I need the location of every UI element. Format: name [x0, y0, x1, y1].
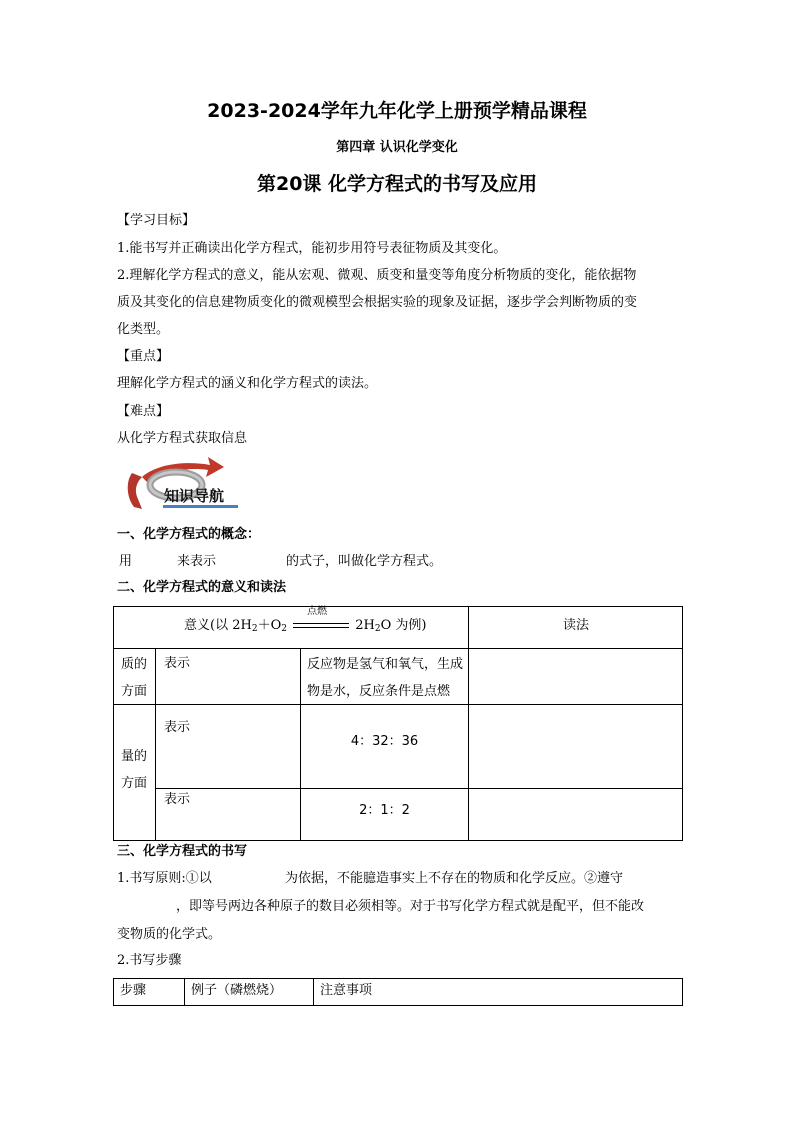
writing-steps-label: 2.书写步骤 — [117, 953, 182, 968]
objective-item-2-line-2: 质及其变化的信息建物质变化的微观模型会根据实验的现象及证据，逐步学会判断物质的变 — [117, 295, 638, 310]
steps-col-notes: 注意事项 — [314, 979, 683, 1006]
writing-principle-a: 1.书写原则:①以 — [117, 871, 212, 886]
objective-item-2-line-3: 化类型。 — [117, 322, 170, 337]
section-1-heading: 一、化学方程式的概念： — [117, 527, 261, 542]
section-1-text-a: 用 — [119, 554, 133, 569]
section-1-text-b: 来表示 — [177, 554, 217, 569]
objective-item-2-line-1: 2.理解化学方程式的意义，能从宏观、微观、质变和量变等角度分析物质的变化，能依据物 — [117, 268, 637, 283]
logo-text: 知识导航 — [164, 487, 225, 505]
section-1-text-c: 的式子，叫做化学方程式。 — [286, 554, 443, 569]
quality-aspect-reading[interactable] — [469, 649, 683, 705]
objective-item-1: 1.能书写并正确读出化学方程式，能初步用符号表征物质及其变化。 — [117, 241, 507, 256]
chapter-subtitle: 第四章 认识化学变化 — [336, 140, 458, 155]
key-points-label: 【重点】 — [117, 349, 170, 364]
quantity-aspect-sub-1: 表示 — [156, 705, 301, 789]
lesson-title: 第20课 化学方程式的书写及应用 — [256, 173, 538, 195]
objectives-label: 【学习目标】 — [117, 213, 196, 228]
header-meaning-text: 意义(以 $2H_2+O_2$ 点燃 $2H_2O$ 为例) — [184, 606, 427, 634]
difficult-points-label: 【难点】 — [117, 404, 170, 419]
difficult-points-text: 从化学方程式获取信息 — [117, 431, 248, 446]
writing-principle-b: 为依据，不能臆造事实上不存在的物质和化学反应。②遵守 — [285, 871, 624, 886]
quantity-aspect-reading-2[interactable] — [469, 789, 683, 841]
quality-aspect-desc: 反应物是氢气和氧气，生成 物是水，反应条件是点燃 — [301, 649, 469, 705]
quality-aspect-label: 质的 方面 — [114, 649, 156, 705]
quantity-aspect-value-2: 2：1：2 — [301, 789, 469, 841]
steps-col-step: 步骤 — [114, 979, 185, 1006]
steps-col-example: 例子（磷燃烧） — [185, 979, 314, 1006]
table-header-reading: 读法 — [469, 607, 683, 649]
head-arrow-logo-icon — [118, 453, 248, 515]
key-points-text: 理解化学方程式的涵义和化学方程式的读法。 — [117, 376, 378, 391]
writing-principle-d: 变物质的化学式。 — [117, 927, 222, 942]
writing-steps-table — [113, 978, 683, 1006]
quantity-aspect-value-1: 4：32：36 — [301, 705, 469, 789]
quantity-aspect-label: 量的 方面 — [114, 705, 156, 841]
meaning-reading-table — [113, 606, 683, 841]
section-3-heading: 三、化学方程式的书写 — [117, 844, 248, 859]
quantity-aspect-reading-1[interactable] — [469, 705, 683, 789]
quality-aspect-sub: 表示 — [156, 649, 301, 705]
writing-principle-c: ，即等号两边各种原子的数目必须相等。对于书写化学方程式就是配平，但不能改 — [176, 899, 645, 914]
document-title: 2023-2024学年九年化学上册预学精品课程 — [207, 100, 587, 122]
knowledge-navigation-logo — [118, 453, 248, 515]
reaction-condition-arrow: 点燃 — [291, 617, 351, 635]
quantity-aspect-sub-2: 表示 — [156, 789, 301, 841]
table-header-meaning — [114, 607, 469, 649]
section-2-heading: 二、化学方程式的意义和读法 — [117, 580, 287, 595]
